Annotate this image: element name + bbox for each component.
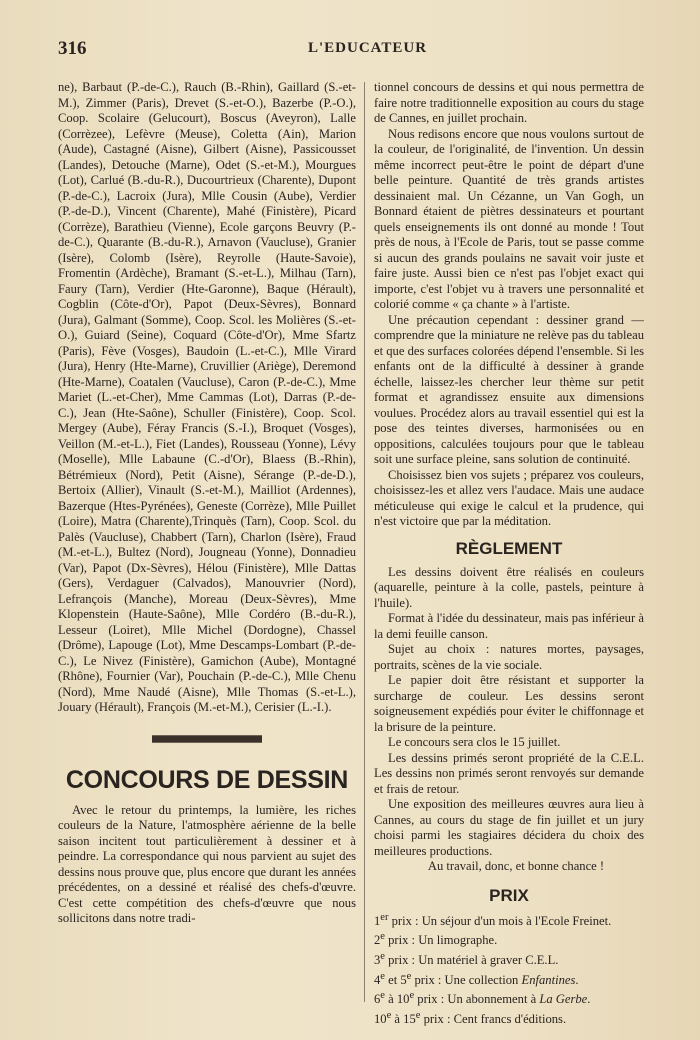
prize-item: 2e prix : Un limographe.: [374, 931, 498, 948]
prize-item: 4e et 5e prix : Une collection Enfantines.: [374, 970, 579, 987]
rule-item: Le concours sera clos le 15 juillet.: [388, 735, 561, 749]
journal-title: L'EDUCATEUR: [308, 40, 428, 56]
left-column: [58, 80, 356, 927]
paragraph-2: Nous redisons encore que nous voulons surtout de la couleur, de l'originalité, de l'invention. Un dessin même incorrect peut-être le point de départ d'une belle peinture. Quantité de très grands artistes dessinaient mal. Un Cézanne, un Van Gogh, un Bonnard étaient de piètres dessinateurs et pourtant quels enseignements ils ont donné au monde ! Tout près de nous, à l'Ecole de Paris, tout se passe comme si aucun des grands poulains ne savait voir juste et faire juste. Aussi bien ce n'est pas l'objet exact qui importe, c'est l'objet vu à travers une personnalité et colorié comme « ça chante » à l'artiste.: [374, 126, 644, 311]
rules-title: RÈGLEMENT: [455, 538, 563, 558]
column-divider: [364, 82, 365, 1002]
prize-item: 6e à 10e prix : Un abonnement à La Gerbe.: [374, 990, 591, 1007]
participants-list: ne), Barbaut (P.-de-C.), Rauch (B.-Rhin), Gaillard (S.-et-M.), Zimmer (Paris), Drevet (S.-et-O.), Bazerbe (P.-O.), Coop. Scolaire (Gelucourt), Boscus (Aveyron), Lalle (Corrèzee), Lefèvre (Meuse), Coletta (Ain), Marion (Aude), Castagné (Aisne), Gilbert (Aisne), Passicousset (Landes), Detouche (Marne), Odet (S.-et-M.), Mourgues (Lot), Carlué (B.-du-R.), Ducourtrieux (Charente), Dupont (P.-de-C.), Lacroix (Jura), Mlle Cousin (Aube), Verdier (P.-de-D.), Vincent (Charente), Mahé (Finistère), Picard (Corrèze), Barathieu (Vienne), Ecole garçons Beuvry (P.-de-C.), Quarante (B.-du-R.), Arnavon (Vaucluse), Granier (Isère), Colomb (Isère), Reyrolle (Haute-Savoie), Fromentin (Ardèche), Bramant (S.-et-L.), Milhau (Tarn), Faury (Tarn), Verdier (Hte-Garonne), Baque (Hérault), Cogblin (Côte-d'Or), Papot (Deux-Sèvres), Bonnard (Jura), Galmant (Somme), Coop. Scol. les Molières (S.-et-O.), Guiard (Seine), Coquard (Côte-d'Or), Mme Sfartz (Paris), Fève (Vosges), Baudoin (L.-et-C.), Mlle Virard (Jura), Henry (Hte-Marne), Cruvillier (Ariège), Deremond (Hte-Marne), Coatalen (Vaucluse), Caron (P.-de-C.), Mme Mariet (L.-et-Cher), Mme Cammas (Lot), Darras (P.-de-C.), Jean (Hte-Saône), Schuller (Finistère), Coop. Scol. Mergey (Aube), Féray Francis (S.-I.), Broquet (Vosges), Veillon (M.-et-L.), Fiet (Landes), Rousseau (Yonne), Lévy (Moselle), Mlle Labaune (C.-d'Or), Blaess (B.-Rhin), Bétrémieux (Nord), Petit (Aisne), Sérange (P.-de-D.), Bertoix (Allier), Vinault (S.-et-M.), Mailliot (Ardennes), Bazerque (Htes-Pyrénées), Geneste (Corrèze), Mlle Puillet (Loire), Matra (Charente),Trinquès (Tarn), Coop. Scol. du Palès (Vaucluse), Chabbert (Tarn), Charlon (Isère), Fraud (M.-et-L.), Bultez (Nord), Jougneau (Yonne), Donnadieu (Var), Papot (Dx-Sèvres), Hélou (Finistère), Mlle Dattas (Gers), Verdaguer (Calvados), Manouvrier (Nord), Lefrançois (Manche), Moreau (Deux-Sèvres), Mme Klopenstein (Haute-Saône), Mlle Cordéro (B.-du-R.), Lesseur (Loiret), Mlle Michel (Dordogne), Chassel (Drôme), Lapouge (Lot), Mme Descamps-Lombart (P.-de-C.), Le Nivez (Finistère), Gamichon (Aube), Montagné (Rhône), Fournier (Var), Pouchain (P.-de-C.), Mlle Chenu (Nord), Mme Naudé (Aisne), Mlle Thomas (S.-et-L.), Jouary (Hérault), François (M.-et-M.), Cerisier (L.-I.).: [58, 80, 356, 714]
prizes-title: PRIX: [489, 885, 529, 905]
paragraph-4: Choisissez bien vos sujets ; préparez vos couleurs, choisissez-les et allez vers l'audace. Mais une audace méticuleuse qui exige le calcul et la prudence, qui n'est victoire que par la méditation.: [374, 467, 644, 528]
rule-item: Les dessins primés seront propriété de la C.E.L. Les dessins non primés seront renvoyés sur demande et frais de retour.: [374, 750, 644, 796]
rule-item: Sujet au choix : natures mortes, paysages, portraits, scènes de la vie sociale.: [374, 642, 644, 672]
rule-item: Les dessins doivent être réalisés en couleurs (aquarelle, peinture à la colle, pastels, peinture à l'huile).: [374, 564, 644, 610]
prize-item: 10e à 15e prix : Cent francs d'éditions.: [374, 1009, 567, 1027]
paragraph-1: tionnel concours de dessins et qui nous permettra de faire notre traditionnelle exposition au cours du stage de Cannes, en juillet prochain.: [374, 80, 644, 125]
rule-item: Une exposition des meilleures œuvres aura lieu à Cannes, au cours du stage de fin juillet et un jury choisi parmi les stagiaires décidera du choix des meilleures productions.: [374, 797, 644, 858]
section-separator: [152, 735, 262, 743]
right-column: [374, 80, 644, 1028]
rule-item: Le papier doit être résistant et supporter la surcharge de couleur. Les dessins seront soigneusement expédiés pour éviter le chiffonnage et la brisure de la peinture.: [374, 673, 644, 734]
rule-item: Format à l'idée du dessinateur, mais pas inférieur à la demi feuille canson.: [374, 611, 644, 641]
prize-item: 1er prix : Un séjour d'un mois à l'Ecole Freinet.: [374, 911, 612, 928]
closing-line: Au travail, donc, et bonne chance !: [427, 859, 605, 873]
page-header: [58, 38, 640, 62]
contest-title: CONCOURS DE DESSIN: [65, 765, 349, 794]
paragraph-3: Une précaution cependant : dessiner grand — comprendre que la miniature ne relève pas du tableau et que des surfaces colorées dépend l'ensemble. Si les enfants ont de la difficulté à dessiner à grande échelle, laissez-les chercher leur thème sur petit format et agrandissez ensuite aux dimensions voulues. Procédez alors au travail essentiel qui est la pose des teintes diverses, harmonisées ou en oppositions, calculées toujours pour que le tableau soit une surface pleine, sans solution de continuité.: [374, 312, 644, 466]
prize-item: 3e prix : Un matériel à graver C.E.L.: [374, 950, 559, 968]
contest-intro: Avec le retour du printemps, la lumière, les riches couleurs de la Nature, l'atmosphère aérienne de la belle saison incitent tout particulièrement à dessiner et à peindre. La correspondance qui nous parvient au sujet des dessins nous prouve que, plus encore que durant les années précédentes, on a dessiné et réalisé des chefs-d'œuvre. C'est cette compétition des chefs-d'œuvre que nous sollicitons dans notre tradi-: [58, 802, 356, 925]
page-number: 316: [58, 38, 87, 59]
